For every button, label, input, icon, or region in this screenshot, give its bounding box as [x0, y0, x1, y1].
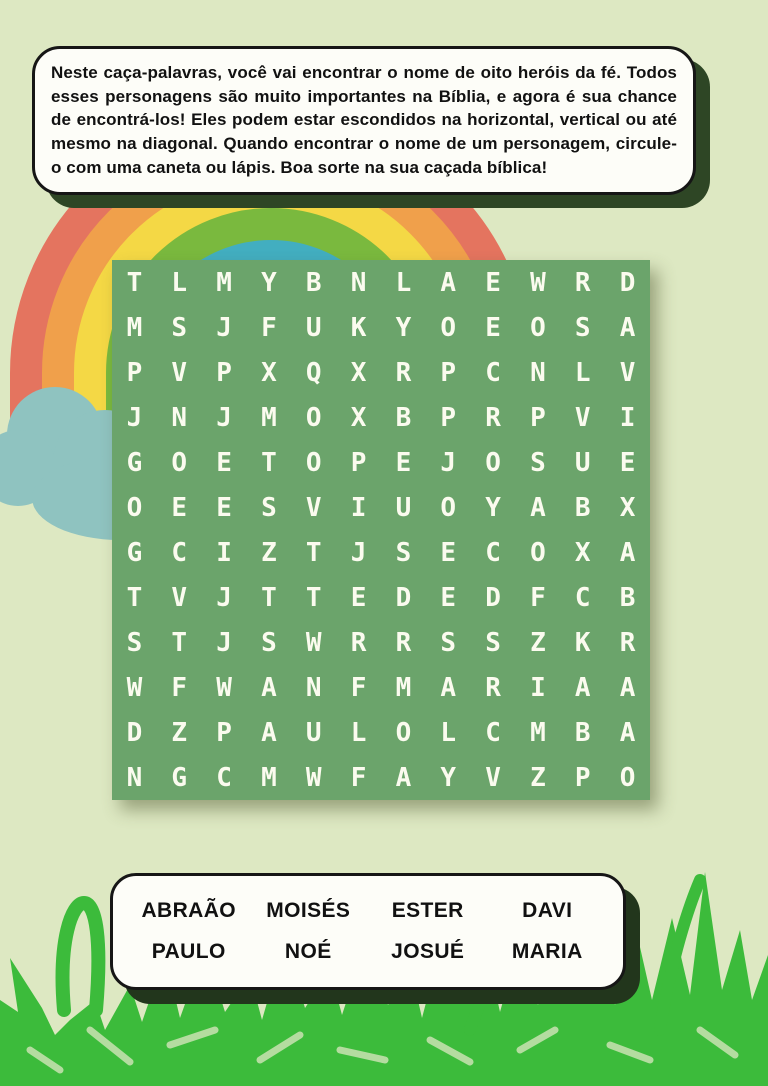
grid-cell[interactable]: Z [530, 627, 546, 658]
grid-cell[interactable]: R [574, 267, 591, 298]
grid-cell[interactable]: N [530, 357, 546, 388]
grid-cell[interactable]: A [261, 672, 277, 703]
grid-cell[interactable]: B [574, 492, 591, 523]
grid-cell[interactable]: S [261, 492, 277, 523]
grid-cell[interactable]: C [485, 717, 501, 748]
grid-cell[interactable]: E [485, 312, 501, 343]
grid-cell[interactable]: P [440, 402, 457, 433]
grid-cell[interactable]: F [530, 582, 546, 613]
grid-cell[interactable]: W [530, 267, 546, 298]
grid-cell[interactable]: D [126, 717, 143, 748]
grid-cell[interactable]: W [305, 627, 322, 658]
grid-cell[interactable]: E [440, 537, 457, 568]
grid-cell[interactable]: R [395, 627, 412, 658]
grid-cell[interactable]: Q [305, 357, 322, 388]
grid-cell[interactable]: C [216, 762, 232, 793]
grid-cell[interactable]: U [395, 492, 412, 523]
grid-cell[interactable]: I [530, 672, 546, 703]
grid-cell[interactable]: I [216, 537, 232, 568]
grid-cell[interactable]: O [305, 402, 322, 433]
grid-cell[interactable]: J [350, 537, 367, 568]
grid-cell[interactable]: Z [261, 537, 277, 568]
grid-cell[interactable]: O [619, 762, 636, 793]
grid-cell[interactable]: B [619, 582, 636, 613]
grid-cell[interactable]: M [530, 717, 546, 748]
grid-cell[interactable]: V [171, 582, 188, 613]
grid-cell[interactable]: B [574, 717, 591, 748]
grid-cell[interactable]: P [216, 717, 232, 748]
grid-cell[interactable]: W [305, 762, 322, 793]
word-list-row [129, 940, 607, 964]
grid-cell[interactable]: X [619, 492, 636, 523]
grid-cell[interactable]: U [305, 717, 322, 748]
grid-cell[interactable]: Y [485, 492, 501, 523]
grid-cell[interactable]: V [171, 357, 188, 388]
grid-cell[interactable]: T [171, 627, 188, 658]
grid-cell[interactable]: B [305, 267, 322, 298]
grid-cell[interactable]: O [440, 492, 457, 523]
grid-cell[interactable]: V [619, 357, 636, 388]
grid-cell[interactable]: C [485, 357, 501, 388]
word-list-item: ESTER [391, 899, 464, 922]
grid-cell[interactable]: U [574, 447, 591, 478]
grid-cell[interactable]: S [126, 627, 143, 658]
grid-cell[interactable]: J [440, 447, 457, 478]
grid-cell[interactable]: K [574, 627, 591, 658]
grid-cell[interactable]: E [440, 582, 457, 613]
letter-grid[interactable] [112, 260, 650, 800]
word-list-item: DAVI [522, 899, 573, 922]
grid-cell[interactable]: L [171, 267, 188, 298]
grid-cell[interactable]: T [261, 447, 277, 478]
grid-cell[interactable]: A [530, 492, 546, 523]
grid-cell[interactable]: E [350, 582, 367, 613]
grid-cell[interactable]: S [171, 312, 188, 343]
grid-cell[interactable]: I [350, 492, 367, 523]
grid-cell[interactable]: U [305, 312, 322, 343]
grid-cell[interactable]: X [574, 537, 591, 568]
grid-cell[interactable]: A [440, 672, 457, 703]
grid-cell[interactable]: L [350, 717, 367, 748]
grid-cell[interactable]: T [305, 582, 322, 613]
grid-cell[interactable]: M [261, 402, 277, 433]
grid-cell[interactable]: V [305, 492, 322, 523]
grid-cell[interactable]: K [350, 312, 367, 343]
grid-cell[interactable]: E [619, 447, 636, 478]
grid-cell[interactable]: O [395, 717, 412, 748]
grid-cell[interactable]: L [395, 267, 412, 298]
grid-cell[interactable]: A [619, 672, 636, 703]
grid-cell[interactable]: T [126, 582, 143, 613]
grid-cell[interactable]: S [574, 312, 591, 343]
grid-cell[interactable]: A [261, 717, 277, 748]
grid-cell[interactable]: B [395, 402, 412, 433]
grid-cell[interactable]: C [574, 582, 591, 613]
grid-cell[interactable]: E [485, 267, 501, 298]
grid-cell[interactable]: Y [261, 267, 277, 298]
grid-cell[interactable]: C [171, 537, 188, 568]
grid-cell[interactable]: I [619, 402, 636, 433]
grid-cell[interactable]: D [619, 267, 636, 298]
grid-cell[interactable]: S [530, 447, 546, 478]
word-list-item: NOÉ [284, 940, 332, 963]
grid-cell[interactable]: G [171, 762, 188, 793]
grid-cell[interactable]: N [305, 672, 322, 703]
grid-cell[interactable]: D [395, 582, 412, 613]
word-list-item: MOISÉS [266, 899, 351, 922]
grid-cell[interactable]: T [126, 267, 143, 298]
instruction-box [32, 46, 696, 195]
grid-cell[interactable]: W [126, 672, 143, 703]
grid-cell[interactable]: E [395, 447, 412, 478]
grid-cell[interactable]: F [261, 312, 277, 343]
grid-cell[interactable]: F [171, 672, 188, 703]
grid-cell[interactable]: A [395, 762, 412, 793]
grid-cell[interactable]: N [350, 267, 367, 298]
word-list-item: ABRAÃO [141, 899, 237, 922]
grid-cell[interactable]: M [261, 762, 277, 793]
word-list-row [129, 899, 607, 923]
grid-cell[interactable]: T [305, 537, 322, 568]
word-list-item: MARIA [511, 940, 583, 963]
grid-cell[interactable]: A [440, 267, 457, 298]
grid-cell[interactable]: J [126, 402, 143, 433]
grid-cell[interactable]: J [216, 312, 232, 343]
grid-cell[interactable]: O [171, 447, 188, 478]
grid-cell[interactable]: X [350, 357, 367, 388]
grid-cell[interactable]: M [216, 267, 232, 298]
grid-cell[interactable]: O [126, 492, 143, 523]
grid-cell[interactable]: S [485, 627, 501, 658]
grid-cell[interactable]: J [216, 582, 232, 613]
grid-cell[interactable]: S [261, 627, 277, 658]
grid-cell[interactable]: O [440, 312, 457, 343]
grid-cell[interactable]: M [126, 312, 143, 343]
grid-cell[interactable]: Y [395, 312, 412, 343]
grid-cell[interactable]: R [350, 627, 367, 658]
grid-cell[interactable]: P [216, 357, 232, 388]
grid-cell[interactable]: S [440, 627, 457, 658]
grid-cell[interactable]: D [485, 582, 501, 613]
grid-cell[interactable]: P [126, 357, 143, 388]
grid-cell[interactable]: M [395, 672, 412, 703]
grid-cell[interactable]: R [485, 402, 501, 433]
grid-cell[interactable]: T [261, 582, 277, 613]
grid-cell[interactable]: Z [530, 762, 546, 793]
grid-cell[interactable]: O [485, 447, 501, 478]
grid-cell[interactable]: R [485, 672, 501, 703]
word-list-item: JOSUÉ [391, 940, 465, 963]
grid-cell[interactable]: L [440, 717, 457, 748]
grid-cell[interactable]: R [619, 627, 636, 658]
grid-cell[interactable]: P [440, 357, 457, 388]
grid-cell[interactable]: P [350, 447, 367, 478]
instructions-text: Neste caça-palavras, você vai encontrar o nome de oito heróis da fé. Todos esses personagens são muito importantes na Bíblia, e agora é sua chance de encontrá-los! Eles podem estar escondidos na horizontal, vertical ou até mesmo na diagonal. Quando encontrar o nome de um personagem, circule-o com uma caneta ou lápis. Boa sorte na sua caçada bíblica! [51, 63, 677, 177]
grid-cell[interactable]: G [126, 537, 143, 568]
grid-cell[interactable]: L [574, 357, 591, 388]
grid-cell[interactable]: A [574, 672, 591, 703]
grid-cell[interactable]: P [574, 762, 591, 793]
grid-cell[interactable]: E [216, 447, 232, 478]
grid-cell[interactable]: J [216, 627, 232, 658]
grid-cell[interactable]: Y [440, 762, 457, 793]
grid-cell[interactable]: P [530, 402, 546, 433]
grid-cell[interactable]: J [216, 402, 232, 433]
grid-cell[interactable]: X [261, 357, 277, 388]
grid-cell[interactable]: G [126, 447, 143, 478]
grid-cell[interactable]: A [619, 537, 636, 568]
grid-cell[interactable]: E [171, 492, 188, 523]
grid-cell[interactable]: F [350, 672, 367, 703]
word-list-item: PAULO [151, 940, 226, 963]
grid-cell[interactable]: A [619, 312, 636, 343]
grid-cell[interactable]: C [485, 537, 501, 568]
grid-cell[interactable]: O [530, 537, 546, 568]
grid-cell[interactable]: F [350, 762, 367, 793]
grid-cell[interactable]: N [171, 402, 188, 433]
grid-cell[interactable]: E [216, 492, 232, 523]
word-list [110, 873, 626, 990]
grid-cell[interactable]: V [485, 762, 501, 793]
grid-cell[interactable]: A [619, 717, 636, 748]
grid-cell[interactable]: O [305, 447, 322, 478]
grid-cell[interactable]: N [126, 762, 143, 793]
grid-cell[interactable]: Z [171, 717, 188, 748]
grid-cell[interactable]: X [350, 402, 367, 433]
grid-cell[interactable]: W [216, 672, 232, 703]
grid-cell[interactable]: S [395, 537, 412, 568]
grid-cell[interactable]: V [574, 402, 591, 433]
grid-cell[interactable]: R [395, 357, 412, 388]
grid-cell[interactable]: O [530, 312, 546, 343]
